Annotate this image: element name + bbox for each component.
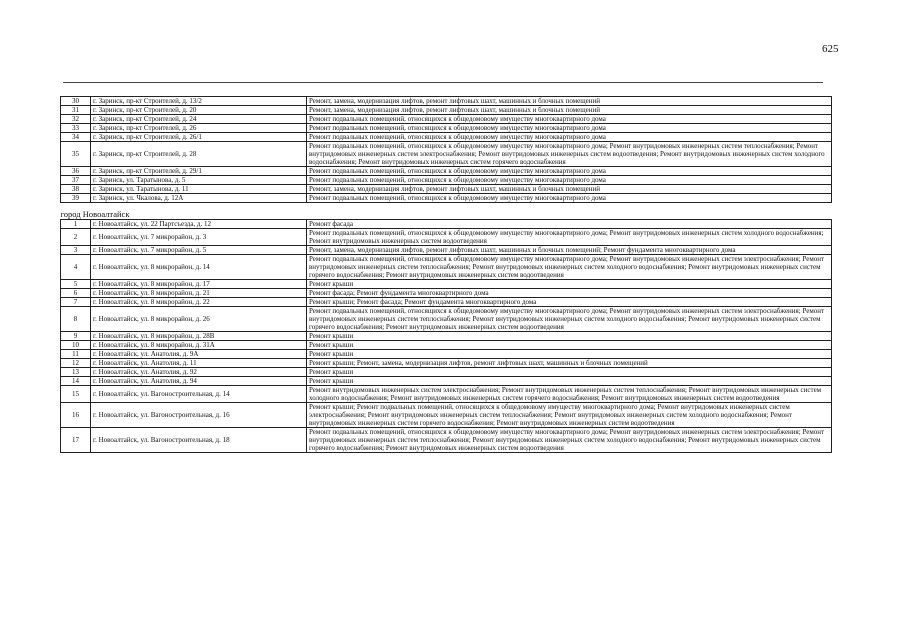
address-cell: г. Заринск, пр-кт Строителей, д. 24 <box>91 115 307 124</box>
works-cell: Ремонт фасада; Ремонт фундамента многоквартирного дома <box>307 289 832 298</box>
works-cell: Ремонт подвальных помещений, относящихся к общедомовому имуществу многоквартирного дома <box>307 124 832 133</box>
row-number-cell: 5 <box>61 280 91 289</box>
section-heading-row <box>61 203 832 220</box>
address-cell: г. Новоалтайск, ул. 8 микрорайон, д. 21 <box>91 289 307 298</box>
works-cell: Ремонт подвальных помещений, относящихся к общедомовому имуществу многоквартирного дома; Ремонт внутридомовых инженерных систем электроснабжения; Ремонт внутридомовых инженерных систем теплоснабжения; Ремонт внутридомовых инженерных систем холодного водоснабжения; Ремонт внутридомовых инженерных систем горячего водоснабжения; Ремонт внутридомовых инженерных систем водоотведения <box>307 428 832 453</box>
address-cell: г. Новоалтайск, ул. 22 Партсъезда, д. 12 <box>91 220 307 229</box>
address-cell: г. Заринск, ул. Таратынова, д. 5 <box>91 176 307 185</box>
works-cell: Ремонт, замена, модернизация лифтов, ремонт лифтовых шахт, машинных и блочных помещений <box>307 106 832 115</box>
table-row <box>61 428 832 453</box>
table-row <box>61 350 832 359</box>
row-number-cell: 12 <box>61 359 91 368</box>
works-cell: Ремонт, замена, модернизация лифтов, ремонт лифтовых шахт, машинных и блочных помещений; Ремонт фундамента многоквартирного дома <box>307 246 832 255</box>
page-number: 625 <box>822 43 839 55</box>
table-row <box>61 359 832 368</box>
address-cell: г. Новоалтайск, ул. Вагоностроительная, д. 18 <box>91 428 307 453</box>
repairs-table-body <box>61 97 832 453</box>
table-row <box>61 229 832 246</box>
table-row <box>61 176 832 185</box>
row-number-cell: 35 <box>61 142 91 167</box>
address-cell: г. Новоалтайск, ул. Вагоностроительная, д. 16 <box>91 403 307 428</box>
table-row <box>61 341 832 350</box>
address-cell: г. Новоалтайск, ул. 8 микрорайон, д. 28В <box>91 332 307 341</box>
table-row <box>61 298 832 307</box>
table-row <box>61 194 832 203</box>
table-row <box>61 280 832 289</box>
table-row <box>61 368 832 377</box>
works-cell: Ремонт крыши <box>307 332 832 341</box>
row-number-cell: 3 <box>61 246 91 255</box>
address-cell: г. Новоалтайск, ул. Вагоностроительная, д. 14 <box>91 386 307 403</box>
address-cell: г. Заринск, пр-кт Строителей, д. 28 <box>91 142 307 167</box>
works-cell: Ремонт, замена, модернизация лифтов, ремонт лифтовых шахт, машинных и блочных помещений <box>307 185 832 194</box>
address-cell: г. Новоалтайск, ул. 8 микрорайон, д. 14 <box>91 255 307 280</box>
works-cell: Ремонт подвальных помещений, относящихся к общедомовому имуществу многоквартирного дома <box>307 194 832 203</box>
row-number-cell: 39 <box>61 194 91 203</box>
header-rule <box>63 82 823 83</box>
address-cell: г. Заринск, пр-кт Строителей, д. 20 <box>91 106 307 115</box>
row-number-cell: 13 <box>61 368 91 377</box>
address-cell: г. Заринск, пр-кт Строителей, д. 26 <box>91 124 307 133</box>
address-cell: г. Заринск, пр-кт Строителей, д. 13/2 <box>91 97 307 106</box>
address-cell: г. Новоалтайск, ул. Анатолия, д. 11 <box>91 359 307 368</box>
table-row <box>61 255 832 280</box>
row-number-cell: 8 <box>61 307 91 332</box>
row-number-cell: 14 <box>61 377 91 386</box>
works-cell: Ремонт крыши; Ремонт, замена, модернизация лифтов, ремонт лифтовых шахт, машинных и блочных помещений <box>307 359 832 368</box>
row-number-cell: 33 <box>61 124 91 133</box>
table-row <box>61 289 832 298</box>
row-number-cell: 31 <box>61 106 91 115</box>
works-cell: Ремонт подвальных помещений, относящихся к общедомовому имуществу многоквартирного дома <box>307 133 832 142</box>
table-row <box>61 332 832 341</box>
table-row <box>61 246 832 255</box>
works-cell: Ремонт крыши <box>307 368 832 377</box>
row-number-cell: 15 <box>61 386 91 403</box>
row-number-cell: 1 <box>61 220 91 229</box>
row-number-cell: 9 <box>61 332 91 341</box>
address-cell: г. Заринск, ул. Чкалова, д. 12А <box>91 194 307 203</box>
works-cell: Ремонт крыши; Ремонт подвальных помещений, относящихся к общедомовому имуществу многоквартирного дома; Ремонт внутридомовых инженерных систем электроснабжения; Ремонт внутридомовых инженерных систем теплоснабжения; Ремонт внутридомовых инженерных систем холодного водоснабжения; Ремонт внутридомовых инженерных систем горячего водоснабжения; Ремонт внутридомовых инженерных систем водоотведения <box>307 403 832 428</box>
address-cell: г. Новоалтайск, ул. Анатолия, д. 9А <box>91 350 307 359</box>
table-row <box>61 115 832 124</box>
table-row <box>61 377 832 386</box>
address-cell: г. Новоалтайск, ул. Анатолия, д. 94 <box>91 377 307 386</box>
address-cell: г. Заринск, пр-кт Строителей, д. 29/1 <box>91 167 307 176</box>
table-row <box>61 403 832 428</box>
section-heading: город Новоалтайск <box>60 209 130 219</box>
table-row <box>61 142 832 167</box>
works-cell: Ремонт, замена, модернизация лифтов, ремонт лифтовых шахт, машинных и блочных помещений <box>307 97 832 106</box>
table-row <box>61 307 832 332</box>
row-number-cell: 37 <box>61 176 91 185</box>
address-cell: г. Новоалтайск, ул. 8 микрорайон, д. 26 <box>91 307 307 332</box>
row-number-cell: 17 <box>61 428 91 453</box>
works-cell: Ремонт крыши; Ремонт фасада; Ремонт фундамента многоквартирного дома <box>307 298 832 307</box>
row-number-cell: 10 <box>61 341 91 350</box>
works-cell: Ремонт подвальных помещений, относящихся к общедомовому имуществу многоквартирного дома; Ремонт внутридомовых инженерных систем электроснабжения; Ремонт внутридомовых инженерных систем теплоснабжения; Ремонт внутридомовых инженерных систем холодного водоснабжения; Ремонт внутридомовых инженерных систем горячего водоснабжения; Ремонт внутридомовых инженерных систем водоотведения <box>307 307 832 332</box>
works-cell: Ремонт подвальных помещений, относящихся к общедомовому имуществу многоквартирного дома; Ремонт внутридомовых инженерных систем холодного водоснабжения; Ремонт внутридомовых инженерных систем водоотведения <box>307 229 832 246</box>
row-number-cell: 16 <box>61 403 91 428</box>
works-cell: Ремонт крыши <box>307 280 832 289</box>
works-cell: Ремонт подвальных помещений, относящихся к общедомовому имуществу многоквартирного дома; Ремонт внутридомовых инженерных систем теплоснабжения; Ремонт внутридомовых инженерных систем электроснабжения; Ремонт внутридомовых инженерных систем водоотведения; Ремонт внутридомовых инженерных систем холодного водоснабжения; Ремонт внутридомовых инженерных систем горячего водоснабжения <box>307 142 832 167</box>
table-row <box>61 124 832 133</box>
table-row <box>61 220 832 229</box>
row-number-cell: 2 <box>61 229 91 246</box>
row-number-cell: 32 <box>61 115 91 124</box>
works-cell: Ремонт подвальных помещений, относящихся к общедомовому имуществу многоквартирного дома <box>307 176 832 185</box>
row-number-cell: 6 <box>61 289 91 298</box>
address-cell: г. Заринск, ул. Таратынова, д. 11 <box>91 185 307 194</box>
row-number-cell: 30 <box>61 97 91 106</box>
table-row <box>61 167 832 176</box>
works-cell: Ремонт внутридомовых инженерных систем электроснабжения; Ремонт внутридомовых инженерных систем теплоснабжения; Ремонт внутридомовых инженерных систем холодного водоснабжения; Ремонт внутридомовых инженерных систем горячего водоснабжения; Ремонт внутридомовых инженерных систем водоотведения <box>307 386 832 403</box>
table-row <box>61 386 832 403</box>
table-row <box>61 185 832 194</box>
works-cell: Ремонт подвальных помещений, относящихся к общедомовому имуществу многоквартирного дома; Ремонт внутридомовых инженерных систем электроснабжения; Ремонт внутридомовых инженерных систем теплоснабжения; Ремонт внутридомовых инженерных систем холодного водоснабжения; Ремонт внутридомовых инженерных систем горячего водоснабжения; Ремонт внутридомовых инженерных систем водоотведения <box>307 255 832 280</box>
address-cell: г. Заринск, пр-кт Строителей, д. 26/1 <box>91 133 307 142</box>
address-cell: г. Новоалтайск, ул. 8 микрорайон, д. 31А <box>91 341 307 350</box>
row-number-cell: 11 <box>61 350 91 359</box>
address-cell: г. Новоалтайск, ул. Анатолия, д. 92 <box>91 368 307 377</box>
works-cell: Ремонт крыши <box>307 377 832 386</box>
repairs-table <box>60 96 832 453</box>
row-number-cell: 7 <box>61 298 91 307</box>
table-row <box>61 97 832 106</box>
row-number-cell: 36 <box>61 167 91 176</box>
row-number-cell: 4 <box>61 255 91 280</box>
row-number-cell: 34 <box>61 133 91 142</box>
table-row <box>61 106 832 115</box>
row-number-cell: 38 <box>61 185 91 194</box>
works-cell: Ремонт крыши <box>307 341 832 350</box>
works-cell: Ремонт крыши <box>307 350 832 359</box>
table-row <box>61 133 832 142</box>
works-cell: Ремонт фасада <box>307 220 832 229</box>
address-cell: г. Новоалтайск, ул. 7 микрорайон, д. 5 <box>91 246 307 255</box>
address-cell: г. Новоалтайск, ул. 8 микрорайон, д. 17 <box>91 280 307 289</box>
address-cell: г. Новоалтайск, ул. 7 микрорайон, д. 3 <box>91 229 307 246</box>
address-cell: г. Новоалтайск, ул. 8 микрорайон, д. 22 <box>91 298 307 307</box>
works-cell: Ремонт подвальных помещений, относящихся к общедомовому имуществу многоквартирного дома <box>307 115 832 124</box>
works-cell: Ремонт подвальных помещений, относящихся к общедомовому имуществу многоквартирного дома <box>307 167 832 176</box>
